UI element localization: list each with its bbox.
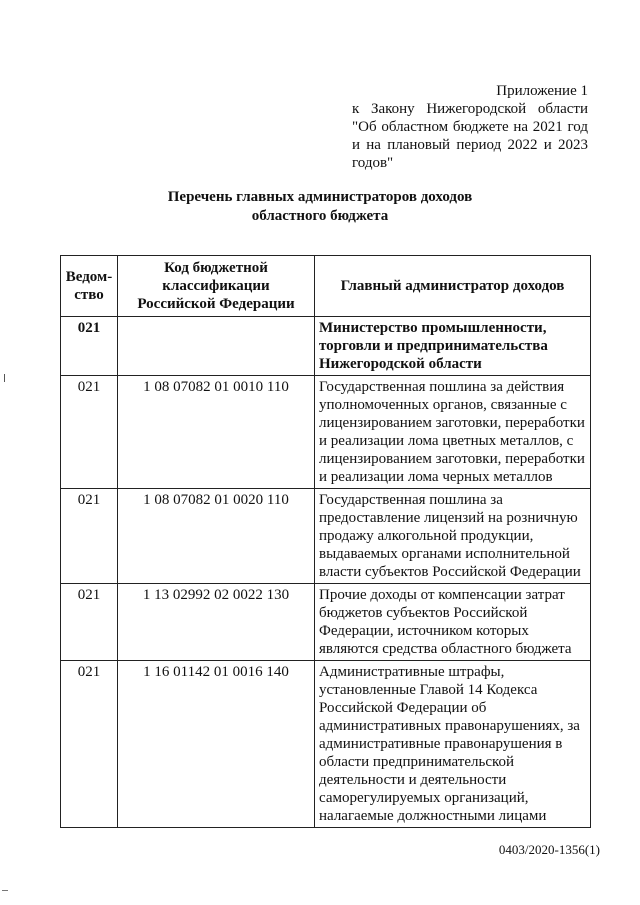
document-title	[60, 188, 580, 226]
header-code: Код бюджетной классификации Российской Федерации	[118, 256, 315, 317]
cell-code: 1 08 07082 01 0010 110	[118, 376, 315, 489]
cell-code: 1 13 02992 02 0022 130	[118, 584, 315, 661]
annex-note	[352, 82, 588, 172]
cell-admin: Министерство промышленности, торговли и предпринимательства Нижегородской области	[315, 317, 591, 376]
document-number: 0403/2020-1356(1)	[498, 842, 600, 857]
cell-code: 1 08 07082 01 0020 110	[118, 489, 315, 584]
table-header-row	[61, 256, 591, 317]
administrators-table	[60, 255, 591, 828]
cell-code	[118, 317, 315, 376]
table-row	[61, 661, 591, 828]
cell-admin: Прочие доходы от компенсации затрат бюджетов субъектов Российской Федерации, источником которых являются средства областного бюджета	[315, 584, 591, 661]
annex-line-1: Приложение 1	[496, 83, 588, 99]
annex-line-4: и на плановый период 2022 и 2023	[352, 137, 588, 153]
cell-admin: Государственная пошлина за действия уполномоченных органов, связанные с лицензированием заготовки, переработки и реализации лома цветных металлов, с лицензированием заготовки, переработки и реализации лома черных металлов	[315, 376, 591, 489]
cell-dept: 021	[61, 317, 118, 376]
table-row	[61, 376, 591, 489]
header-admin: Главный администратор доходов	[315, 256, 591, 317]
table-row	[61, 584, 591, 661]
scan-mark	[4, 374, 5, 382]
cell-dept: 021	[61, 661, 118, 828]
cell-dept: 021	[61, 584, 118, 661]
cell-dept: 021	[61, 489, 118, 584]
table-row	[61, 489, 591, 584]
cell-dept: 021	[61, 376, 118, 489]
annex-line-5: годов"	[352, 155, 394, 171]
table-row	[61, 317, 591, 376]
title-line-2: областного бюджета	[251, 208, 389, 224]
scan-mark	[2, 890, 8, 891]
cell-admin: Государственная пошлина за предоставление лицензий на розничную продажу алкогольной продукции, выдаваемых органами исполнительной власти субъектов Российской Федерации	[315, 489, 591, 584]
cell-code: 1 16 01142 01 0016 140	[118, 661, 315, 828]
annex-line-3: "Об областном бюджете на 2021 год	[352, 119, 588, 135]
header-dept: Ведом-ство	[61, 256, 118, 317]
annex-line-2: к Закону Нижегородской области	[352, 101, 588, 117]
cell-admin: Административные штрафы, установленные Главой 14 Кодекса Российской Федерации об административных правонарушениях, за административные правонарушения в области предпринимательской деятельности и деятельности саморегулируемых организаций, налагаемые должностными лицами	[315, 661, 591, 828]
title-line-1: Перечень главных администраторов доходов	[167, 189, 473, 205]
